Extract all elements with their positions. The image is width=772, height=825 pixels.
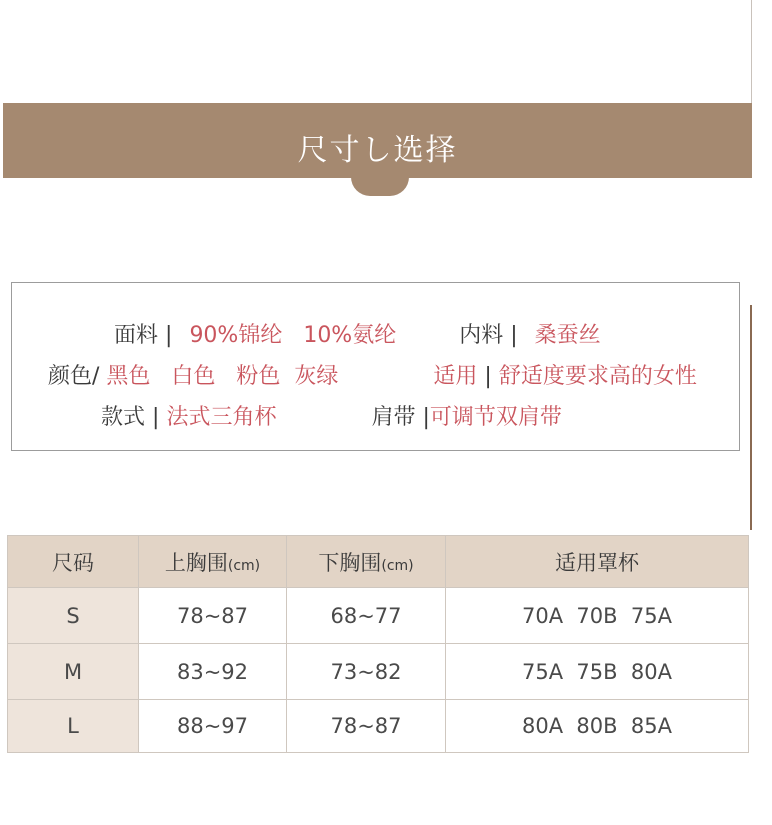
color-label: 颜色/ (48, 364, 100, 389)
table-header-row (8, 536, 749, 588)
lining-label: 内料 (459, 323, 504, 348)
size-cell: S (8, 588, 139, 644)
unit-label: (cm) (381, 557, 414, 574)
size-cell: M (8, 644, 139, 700)
header-under-bust: 下胸围(cm) (287, 536, 446, 588)
size-chart-table (7, 535, 749, 753)
separator: | (422, 405, 430, 430)
suitable-value: 舒适度要求高的女性 (498, 364, 697, 389)
suitable-label: 适用 (433, 364, 478, 389)
separator: | (484, 364, 492, 389)
style-value: 法式三角杯 (166, 405, 277, 430)
cup-cell: 70A 70B 75A (446, 588, 749, 644)
table-row (8, 644, 749, 700)
header-upper-bust: 上胸围(cm) (139, 536, 287, 588)
fabric-value: 90%锦纶 10%氨纶 (189, 323, 397, 348)
style-label: 款式 (101, 405, 146, 430)
strap-value: 可调节双肩带 (429, 405, 562, 430)
right-edge-line (751, 0, 752, 103)
strap-label: 肩带 (371, 405, 416, 430)
section-banner (3, 103, 752, 178)
under-bust-cell: 68~77 (287, 588, 446, 644)
under-bust-cell: 73~82 (287, 644, 446, 700)
color-value: 黑色 白色 粉色 灰绿 (106, 364, 339, 389)
cup-cell: 75A 75B 80A (446, 644, 749, 700)
spec-row-fabric (114, 323, 601, 349)
lining-value: 桑蚕丝 (534, 323, 601, 348)
banner-title: 尺寸し选择 (297, 133, 458, 168)
fabric-label: 面料 (114, 323, 159, 348)
size-cell: L (8, 700, 139, 753)
upper-bust-cell: 83~92 (139, 644, 287, 700)
header-size: 尺码 (8, 536, 139, 588)
cup-cell: 80A 80B 85A (446, 700, 749, 753)
table-row (8, 700, 749, 753)
banner-notch (351, 177, 409, 196)
spec-row-color (48, 364, 697, 390)
under-bust-cell: 78~87 (287, 700, 446, 753)
separator: | (152, 405, 160, 430)
header-cup: 适用罩杯 (446, 536, 749, 588)
product-spec-box (11, 282, 740, 451)
upper-bust-cell: 88~97 (139, 700, 287, 753)
unit-label: (cm) (227, 557, 261, 574)
separator: | (510, 323, 518, 348)
separator: | (165, 323, 173, 348)
right-edge-accent (750, 305, 752, 530)
table-row (8, 588, 749, 644)
upper-bust-cell: 78~87 (139, 588, 287, 644)
spec-row-style (101, 405, 562, 431)
